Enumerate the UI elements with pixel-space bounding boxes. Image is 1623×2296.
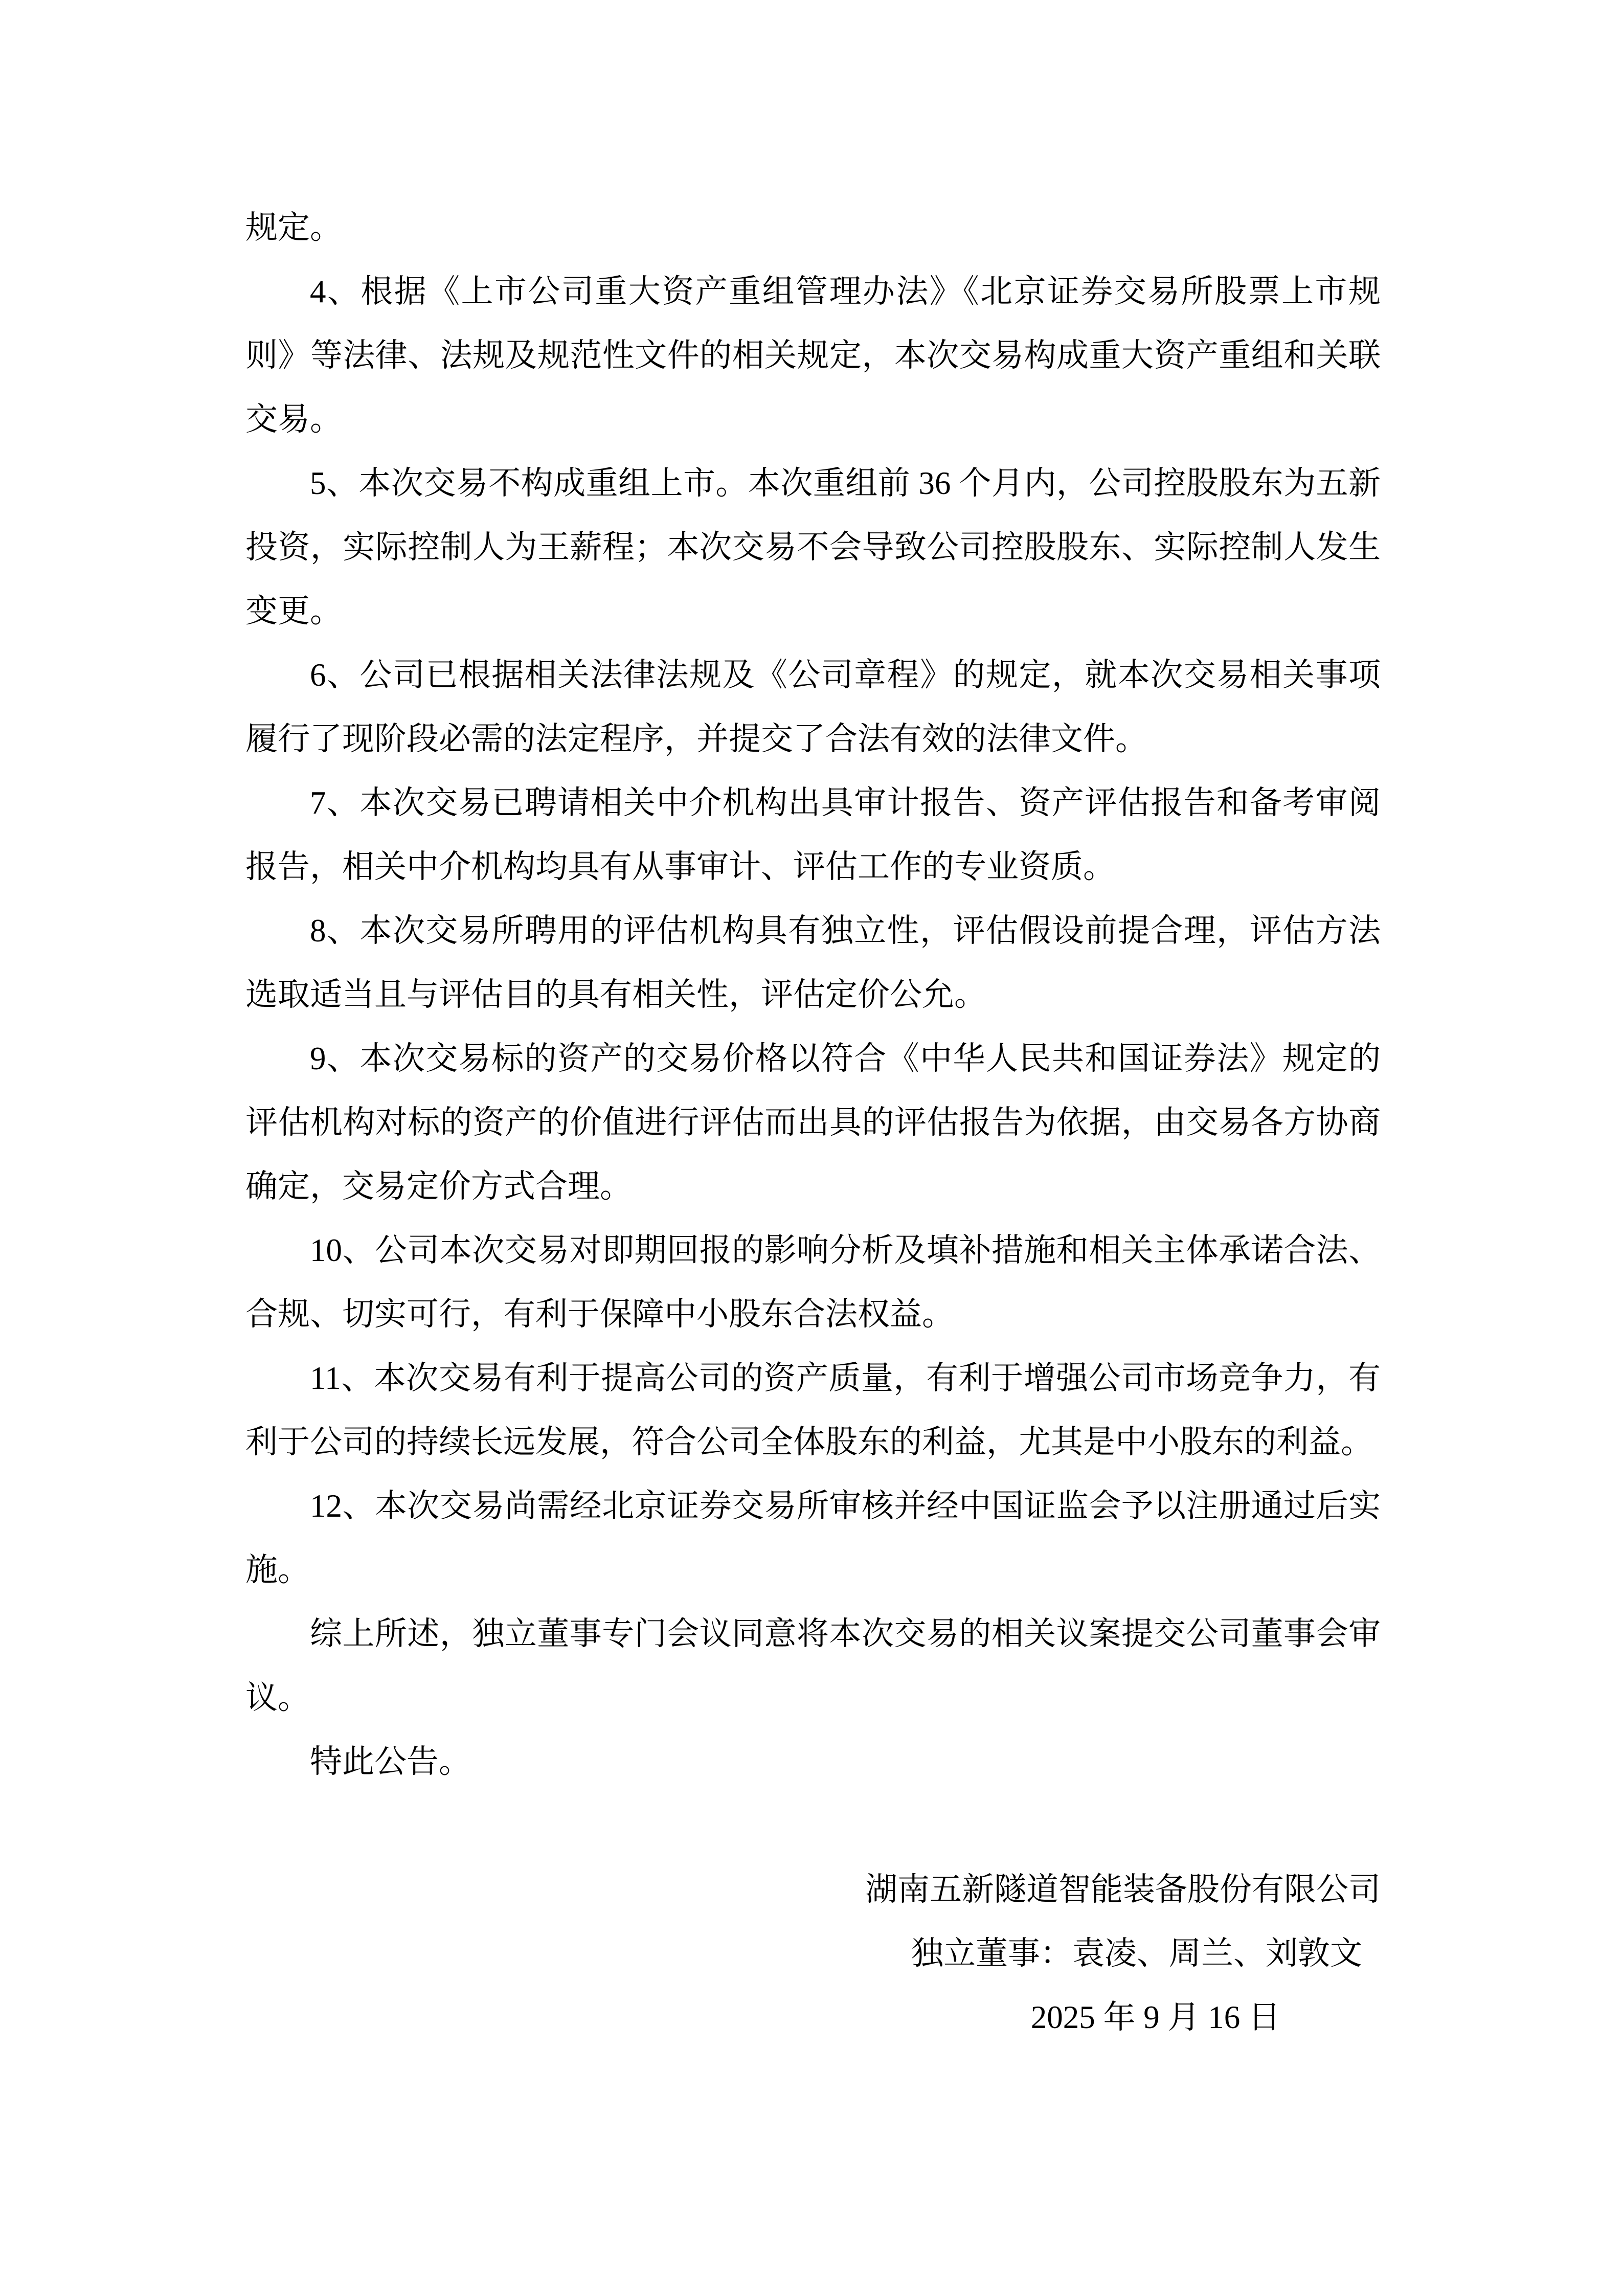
paragraph: 7、本次交易已聘请相关中介机构出具审计报告、资产评估报告和备考审阅报告，相关中介机构均具有从事审计、评估工作的专业资质。: [245, 785, 1381, 885]
paragraph: 综上所述，独立董事专门会议同意将本次交易的相关议案提交公司董事会审议。: [245, 1616, 1381, 1716]
paragraph: 规定。: [245, 210, 342, 245]
signature-block: [245, 1858, 1381, 2050]
paragraph: 5、本次交易不构成重组上市。本次重组前 36 个月内，公司控股股东为五新投资，实际控制人为王薪程；本次交易不会导致公司控股股东、实际控制人发生变更。: [245, 465, 1381, 629]
paragraph: 4、根据《上市公司重大资产重组管理办法》《北京证券交易所股票上市规则》等法律、法规及规范性文件的相关规定，本次交易构成重大资产重组和关联交易。: [245, 274, 1381, 437]
paragraph: 8、本次交易所聘用的评估机构具有独立性，评估假设前提合理，评估方法选取适当且与评估目的具有相关性，评估定价公允。: [245, 913, 1381, 1012]
signature-date: 2025 年 9 月 16 日: [1030, 1999, 1280, 2035]
paragraph: 特此公告。: [310, 1744, 471, 1780]
document-body: [245, 196, 1381, 2050]
paragraph-list: [245, 196, 1381, 1794]
paragraph: 9、本次交易标的资产的交易价格以符合《中华人民共和国证券法》规定的评估机构对标的资产的价值进行评估而出具的评估报告为依据，由交易各方协商确定，交易定价方式合理。: [245, 1041, 1381, 1204]
paragraph: 11、本次交易有利于提高公司的资产质量，有利于增强公司市场竞争力，有利于公司的持续长远发展，符合公司全体股东的利益，尤其是中小股东的利益。: [245, 1360, 1381, 1460]
paragraph: 12、本次交易尚需经北京证券交易所审核并经中国证监会予以注册通过后实施。: [245, 1488, 1381, 1588]
paragraph: 10、公司本次交易对即期回报的影响分析及填补措施和相关主体承诺合法、合规、切实可行，有利于保障中小股东合法权益。: [245, 1232, 1381, 1332]
signature-independent-directors: 独立董事：袁凌、周兰、刘敦文: [911, 1935, 1362, 1971]
signature-company-name: 湖南五新隧道智能装备股份有限公司: [865, 1872, 1381, 1907]
paragraph: 6、公司已根据相关法律法规及《公司章程》的规定，就本次交易相关事项履行了现阶段必需的法定程序，并提交了合法有效的法律文件。: [245, 657, 1381, 757]
